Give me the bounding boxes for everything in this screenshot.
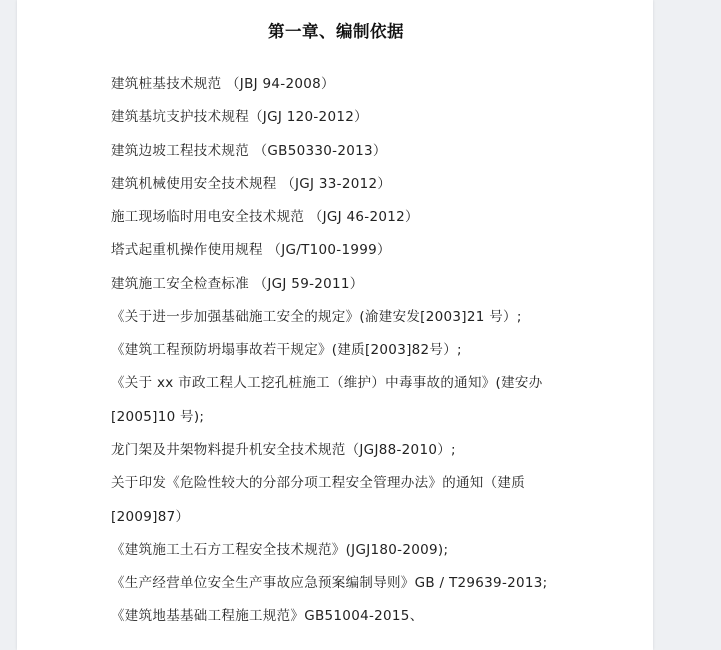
reference-line: [2005]10 号); — [111, 409, 205, 425]
chapter-title: 第一章、编制依据 — [268, 22, 404, 41]
viewer-background — [0, 0, 17, 650]
reference-line: 施工现场临时用电安全技术规范 （JGJ 46-2012） — [111, 209, 419, 225]
reference-line: 《关于进一步加强基础施工安全的规定》(渝建安发[2003]21 号）; — [111, 309, 522, 325]
reference-line: 《建筑施工土石方工程安全技术规范》(JGJ180-2009); — [111, 542, 449, 558]
reference-line: 《关于 xx 市政工程人工挖孔桩施工（维护）中毒事故的通知》(建安办 — [111, 375, 543, 391]
reference-line: 建筑桩基技术规范 （JBJ 94-2008） — [111, 76, 335, 92]
reference-line: 建筑施工安全检查标准 （JGJ 59-2011） — [111, 276, 364, 292]
reference-line: [2009]87） — [111, 509, 190, 525]
reference-line: 建筑机械使用安全技术规程 （JGJ 33-2012） — [111, 176, 392, 192]
reference-line: 建筑边坡工程技术规范 （GB50330-2013） — [111, 143, 387, 159]
reference-line: 龙门架及井架物料提升机安全技术规范（JGJ88-2010）; — [111, 442, 456, 458]
reference-line: 《建筑地基基础工程施工规范》GB51004-2015、 — [111, 608, 424, 624]
reference-line: 塔式起重机操作使用规程 （JG/T100-1999） — [111, 242, 391, 258]
reference-line: 《建筑工程预防坍塌事故若干规定》(建质[2003]82号）; — [111, 342, 462, 358]
reference-line: 《生产经营单位安全生产事故应急预案编制导则》GB / T29639-2013; — [111, 575, 548, 591]
reference-line: 建筑基坑支护技术规程（JGJ 120-2012） — [111, 109, 368, 125]
reference-line: 关于印发《危险性较大的分部分项工程安全管理办法》的通知（建质 — [111, 475, 525, 491]
